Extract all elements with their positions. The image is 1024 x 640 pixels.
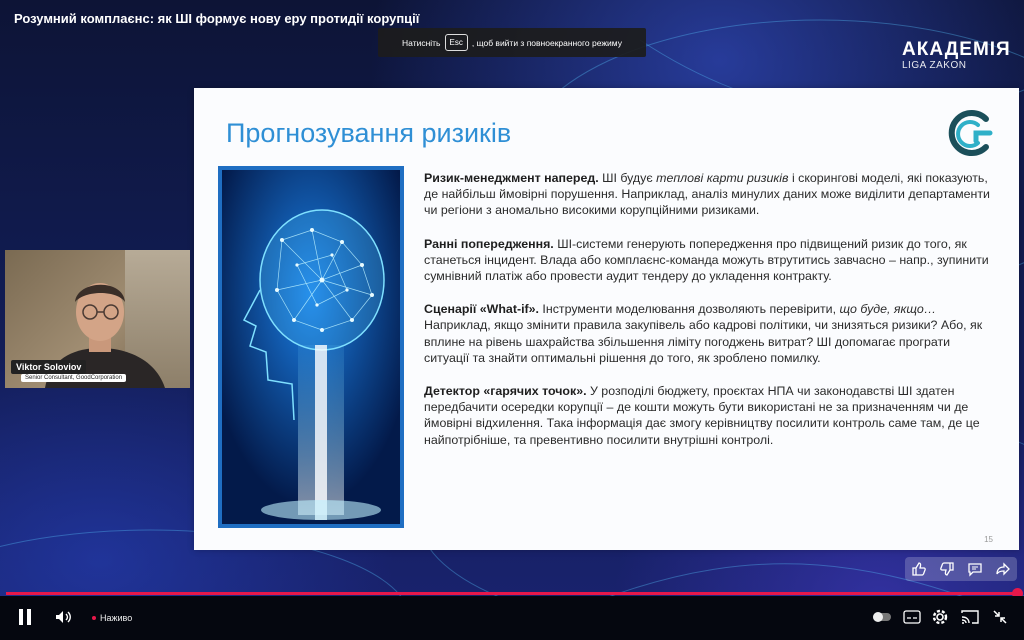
speaker-name: Viktor Soloviov	[11, 360, 86, 374]
paragraph-text: У розподілі бюджету, проєктах НПА чи законодавстві ШІ здатен передбачити осередки корупції – де кошти можуть бути використані не за призначенням чи де ймовірні відхилення. Така інформація дає змогу керівництву посилити контроль саме там, де це найпотрібніше, та превентивно посилити внутрішні контролі.	[424, 384, 980, 447]
presentation-slide	[194, 88, 1019, 550]
paragraph-text: і скорингові моделі, які показують, де найбільш ймовірні порушення. Наприклад, аналіз минулих даних може виділити департаменти чи регіони з аномально високими корупційними ризиками.	[424, 171, 990, 218]
cast-icon	[961, 609, 979, 625]
player-controls	[0, 596, 1024, 640]
fullscreen-exit-hint	[378, 28, 646, 57]
goodcorporation-logo-icon	[942, 105, 998, 161]
brand-line-2: LIGA ZAKON	[902, 60, 967, 71]
exit-fullscreen-icon	[992, 609, 1008, 625]
pause-icon	[17, 608, 33, 626]
ai-head-illustration	[218, 166, 404, 528]
paragraph-italic: теплові карти ризиків	[656, 171, 789, 185]
ai-brain-icon	[222, 170, 400, 524]
volume-icon	[54, 608, 72, 626]
exit-fullscreen-button[interactable]	[990, 607, 1010, 627]
gear-icon	[931, 608, 949, 626]
live-label: Наживо	[100, 613, 133, 623]
thumbs-down-icon	[939, 561, 955, 577]
paragraph-early-warnings	[424, 236, 990, 285]
esc-key-badge: Esc	[445, 34, 468, 51]
paragraph-what-if	[424, 301, 990, 366]
share-icon	[995, 561, 1011, 577]
paragraph-risk-management	[424, 170, 990, 219]
paragraph-text: Наприклад, якщо змінити правила закупівель або кадрові політики, чи знизяться ризики? Або, як вплине на рівень шахрайства збільшення ліміту погоджень витрат? ШІ допомагає програти ситуації та знайти оптимальні рішення до того, як зроблено помилку.	[424, 318, 983, 365]
paragraph-hotspot-detector	[424, 383, 990, 448]
subtitles-icon	[903, 610, 921, 624]
hint-prefix: Натисніть	[402, 37, 441, 48]
slide-body	[424, 170, 990, 465]
paragraph-text: ШІ-системи генерують попередження про підвищений ризик до того, як станеться інцидент. Влада або комплаєнс-команда можуть втрутитись завчасно – напр., зупинити сумнівний платіж або провести аудит тендеру до укладення контракту.	[424, 236, 989, 284]
progress-bar[interactable]	[6, 592, 1018, 595]
paragraph-heading: Ризик-менеджмент наперед.	[424, 171, 599, 185]
chat-icon	[967, 561, 983, 577]
hint-suffix: , щоб вийти з повноекранного режиму	[471, 37, 622, 48]
speaker-webcam	[5, 250, 190, 388]
share-button[interactable]	[993, 559, 1013, 579]
brand-line-1: АКАДЕМІЯ	[902, 39, 1011, 60]
live-indicator[interactable]	[92, 613, 132, 623]
paragraph-heading: Сценарії «What-if».	[424, 302, 539, 317]
speaker-role: Senior Consultant, GoodCorporation	[21, 374, 126, 382]
autoplay-toggle[interactable]	[872, 610, 892, 624]
academy-logo	[902, 40, 1011, 71]
chat-button[interactable]	[965, 559, 985, 579]
settings-button[interactable]	[930, 607, 950, 627]
volume-button[interactable]	[52, 606, 74, 628]
pause-button[interactable]	[14, 606, 36, 628]
live-dot-icon	[92, 616, 96, 620]
paragraph-heading: Детектор «гарячих точок».	[424, 384, 587, 399]
like-button[interactable]	[909, 559, 929, 579]
video-title: Розумний комплаєнс: як ШІ формує нову еру протидії корупції	[14, 11, 420, 26]
dislike-button[interactable]	[937, 559, 957, 579]
toggle-icon	[872, 611, 892, 623]
reaction-bar	[905, 557, 1017, 581]
slide-page-number: 15	[984, 535, 993, 544]
cast-button[interactable]	[960, 607, 980, 627]
paragraph-heading: Ранні попередження.	[424, 236, 554, 251]
paragraph-text: ШІ будує	[598, 171, 657, 185]
paragraph-text: Інструменти моделювання дозволяють перевірити,	[538, 302, 840, 317]
subtitles-button[interactable]	[902, 608, 922, 626]
paragraph-italic: що буде, якщо…	[839, 302, 937, 317]
thumbs-up-icon	[911, 561, 927, 577]
slide-title: Прогнозування ризиків	[226, 118, 512, 148]
